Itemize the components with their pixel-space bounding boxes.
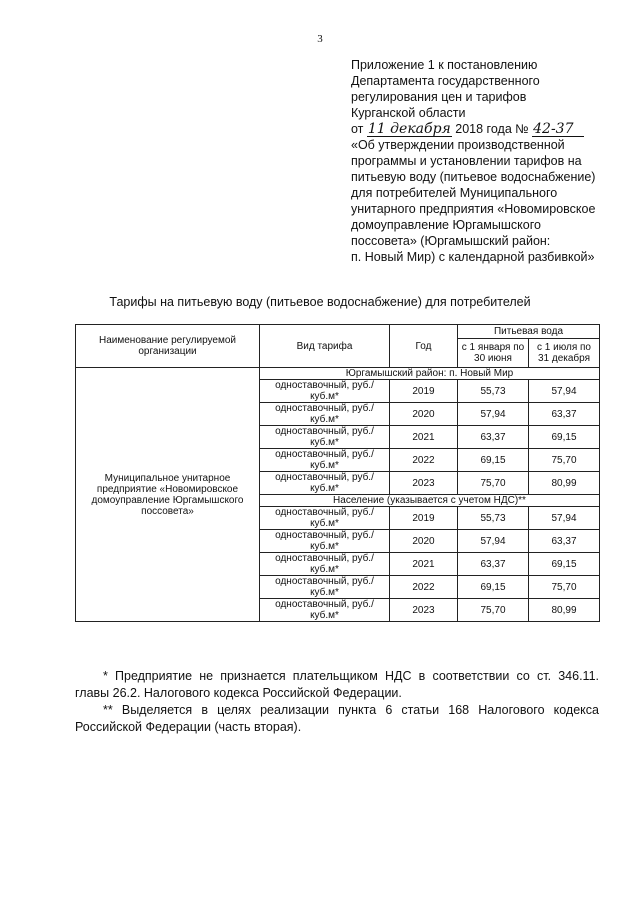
h2-value-cell: 75,70 — [529, 449, 600, 472]
header-period-2: с 1 июля по 31 декабря — [529, 339, 600, 368]
handwritten-date: 11 декабря — [367, 121, 451, 137]
h1-value-cell: 55,73 — [458, 507, 529, 530]
year-cell: 2019 — [390, 380, 458, 403]
year-cell: 2022 — [390, 576, 458, 599]
h1-value-cell: 57,94 — [458, 403, 529, 426]
header-year: Год — [390, 325, 458, 368]
tariff-type-cell: одноставочный, руб./куб.м* — [260, 576, 390, 599]
header-period-1: с 1 января по 30 июня — [458, 339, 529, 368]
appendix-title-line: питьевую воду (питьевое водоснабжение) — [351, 170, 596, 184]
footnote-vat-exempt: * Предприятие не признается плательщиком НДС в соответствии со ст. 346.11. главы 26.2. Налогового кодекса Российской Федерации. — [75, 669, 599, 700]
header-tariff-type: Вид тарифа — [260, 325, 390, 368]
h2-value-cell: 57,94 — [529, 507, 600, 530]
tariff-type-cell: одноставочный, руб./куб.м* — [260, 403, 390, 426]
appendix-title-line: поссовета» (Юргамышский район: — [351, 234, 551, 248]
page-number: 3 — [317, 33, 323, 45]
table-title: Тарифы на питьевую воду (питьевое водоснабжение) для потребителей — [109, 295, 531, 309]
h1-value-cell: 63,37 — [458, 553, 529, 576]
h1-value-cell: 69,15 — [458, 449, 529, 472]
tariff-type-cell: одноставочный, руб./куб.м* — [260, 599, 390, 622]
year-cell: 2020 — [390, 403, 458, 426]
tariff-type-cell: одноставочный, руб./куб.м* — [260, 472, 390, 495]
year-cell: 2023 — [390, 472, 458, 495]
h2-value-cell: 63,37 — [529, 530, 600, 553]
organization-name: Муниципальное унитарное предприятие «Новомировское домоуправление Юргамышского поссовета» — [76, 368, 260, 622]
h2-value-cell: 57,94 — [529, 380, 600, 403]
tariff-type-cell: одноставочный, руб./куб.м* — [260, 553, 390, 576]
year-cell: 2023 — [390, 599, 458, 622]
header-row — [76, 325, 600, 339]
appendix-title-line: домоуправление Юргамышского — [351, 218, 541, 232]
appendix-line: Курганской области — [351, 106, 466, 120]
tariff-type-cell: одноставочный, руб./куб.м* — [260, 449, 390, 472]
year-cell: 2020 — [390, 530, 458, 553]
section-row — [76, 368, 600, 380]
appendix-line: Приложение 1 к постановлению — [351, 58, 538, 72]
tariff-table — [75, 324, 600, 622]
h2-value-cell: 75,70 — [529, 576, 600, 599]
appendix-line: Департамента государственного — [351, 74, 540, 88]
tariff-type-cell: одноставочный, руб./куб.м* — [260, 530, 390, 553]
h2-value-cell: 63,37 — [529, 403, 600, 426]
year-cell: 2022 — [390, 449, 458, 472]
date-suffix: 2018 года № — [455, 122, 529, 136]
h2-value-cell: 69,15 — [529, 426, 600, 449]
section-label: Юргамышский район: п. Новый Мир — [260, 368, 600, 380]
appendix-title-line: п. Новый Мир) с календарной разбивкой» — [351, 250, 595, 264]
h1-value-cell: 75,70 — [458, 599, 529, 622]
section-label: Население (указывается с учетом НДС)** — [260, 495, 600, 507]
year-cell: 2021 — [390, 553, 458, 576]
footnotes — [75, 668, 599, 736]
year-cell: 2019 — [390, 507, 458, 530]
appendix-title-line: программы и установлении тарифов на — [351, 154, 582, 168]
appendix-line: регулирования цен и тарифов — [351, 90, 527, 104]
h2-value-cell: 69,15 — [529, 553, 600, 576]
handwritten-number: 42-37 — [532, 122, 584, 137]
h2-value-cell: 80,99 — [529, 472, 600, 495]
date-prefix: от — [351, 122, 364, 136]
h1-value-cell: 63,37 — [458, 426, 529, 449]
header-water: Питьевая вода — [458, 325, 600, 339]
header-org: Наименование регулируемой организации — [76, 325, 260, 368]
tariff-type-cell: одноставочный, руб./куб.м* — [260, 426, 390, 449]
h1-value-cell: 55,73 — [458, 380, 529, 403]
footnote-vat-allocated: ** Выделяется в целях реализации пункта 6 статьи 168 Налогового кодекса Российской Федерации (часть вторая). — [75, 703, 599, 734]
appendix-date-line — [351, 121, 611, 137]
h1-value-cell: 75,70 — [458, 472, 529, 495]
appendix-title-line: унитарного предприятия «Новомировское — [351, 202, 596, 216]
h1-value-cell: 69,15 — [458, 576, 529, 599]
tariff-type-cell: одноставочный, руб./куб.м* — [260, 507, 390, 530]
h2-value-cell: 80,99 — [529, 599, 600, 622]
appendix-title-line: «Об утверждении производственной — [351, 138, 565, 152]
appendix-block — [351, 57, 611, 265]
h1-value-cell: 57,94 — [458, 530, 529, 553]
tariff-type-cell: одноставочный, руб./куб.м* — [260, 380, 390, 403]
year-cell: 2021 — [390, 426, 458, 449]
appendix-title-line: для потребителей Муниципального — [351, 186, 558, 200]
